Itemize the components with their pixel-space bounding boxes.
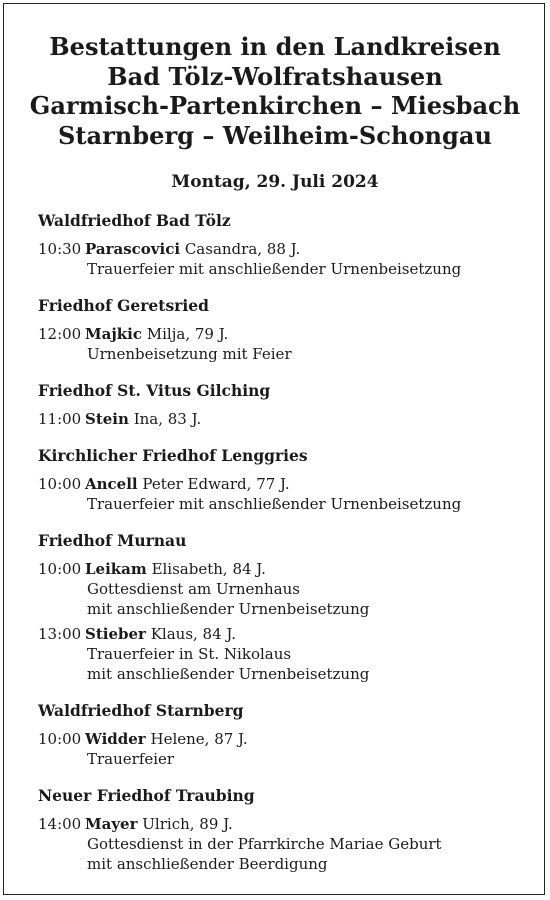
entry-time: 10:30	[38, 240, 82, 258]
entry-detail: Trauerfeier	[87, 750, 175, 768]
entry-line	[38, 324, 538, 344]
cemetery-section	[38, 786, 538, 874]
funeral-entry	[38, 409, 538, 429]
entry-time: 14:00	[38, 815, 82, 833]
entry-detail: mit anschließender Urnenbeisetzung	[87, 600, 370, 618]
funeral-entry	[38, 729, 538, 769]
entry-surname: Stieber	[85, 625, 146, 643]
funeral-entry	[38, 559, 538, 619]
entry-line	[38, 409, 538, 429]
entry-time: 10:00	[38, 730, 82, 748]
cemetery-name: Waldfriedhof Bad Tölz	[38, 211, 231, 230]
cemetery-name: Waldfriedhof Starnberg	[38, 701, 244, 720]
entry-line	[38, 474, 538, 494]
entry-detail: Trauerfeier mit anschließender Urnenbeisetzung	[87, 260, 462, 278]
entry-surname: Stein	[85, 410, 129, 428]
funeral-entry	[38, 814, 538, 874]
funeral-listing	[38, 211, 538, 891]
entry-time: 10:00	[38, 560, 82, 578]
entry-surname: Parascovici	[85, 240, 181, 258]
entry-given-name-age: Elisabeth, 84 J.	[151, 560, 266, 578]
entry-surname: Leikam	[85, 560, 147, 578]
entry-detail: Gottesdienst in der Pfarrkirche Mariae Geburt	[87, 835, 442, 853]
entry-given-name-age: Peter Edward, 77 J.	[142, 475, 290, 493]
cemetery-name: Friedhof Murnau	[38, 531, 187, 550]
entry-surname: Widder	[85, 730, 146, 748]
entry-surname: Ancell	[85, 475, 138, 493]
entry-detail: Trauerfeier in St. Nikolaus	[87, 645, 292, 663]
entry-line	[38, 729, 538, 749]
entry-detail: Gottesdienst am Urnenhaus	[87, 580, 300, 598]
cemetery-section	[38, 701, 538, 769]
entry-detail: mit anschließender Urnenbeisetzung	[87, 665, 370, 683]
title-line: Bad Tölz-Wolfratshausen	[107, 61, 443, 91]
title-line: Bestattungen in den Landkreisen	[49, 32, 501, 61]
entry-given-name-age: Milja, 79 J.	[146, 325, 229, 343]
entry-time: 10:00	[38, 475, 82, 493]
funeral-entry	[38, 474, 538, 514]
entry-time: 13:00	[38, 625, 82, 643]
funeral-entry	[38, 624, 538, 684]
cemetery-section	[38, 381, 538, 429]
entry-given-name-age: Helene, 87 J.	[150, 730, 248, 748]
funeral-entry	[38, 239, 538, 279]
entry-time: 12:00	[38, 325, 82, 343]
cemetery-name: Friedhof Geretsried	[38, 296, 209, 315]
entry-detail: Trauerfeier mit anschließender Urnenbeisetzung	[87, 495, 462, 513]
cemetery-name: Kirchlicher Friedhof Lenggries	[38, 446, 308, 465]
cemetery-section	[38, 296, 538, 364]
entry-line	[38, 814, 538, 834]
cemetery-name: Neuer Friedhof Traubing	[38, 786, 255, 805]
cemetery-section	[38, 446, 538, 514]
page-title	[0, 32, 550, 150]
entry-detail: Urnenbeisetzung mit Feier	[87, 345, 292, 363]
funeral-entry	[38, 324, 538, 364]
entry-line	[38, 624, 538, 644]
entry-line	[38, 559, 538, 579]
cemetery-name: Friedhof St. Vitus Gilching	[38, 381, 271, 400]
entry-given-name-age: Klaus, 84 J.	[150, 625, 237, 643]
cemetery-section	[38, 531, 538, 684]
entry-surname: Majkic	[85, 325, 142, 343]
cemetery-section	[38, 211, 538, 279]
entry-given-name-age: Casandra, 88 J.	[184, 240, 301, 258]
entry-surname: Mayer	[85, 815, 138, 833]
entry-given-name-age: Ulrich, 89 J.	[142, 815, 233, 833]
entry-time: 11:00	[38, 410, 82, 428]
title-line: Garmisch-Partenkirchen – Miesbach	[29, 91, 521, 120]
date-heading: Montag, 29. Juli 2024	[171, 172, 379, 192]
entry-detail: mit anschließender Beerdigung	[87, 855, 328, 873]
entry-line	[38, 239, 538, 259]
title-line: Starnberg – Weilheim-Schongau	[58, 120, 492, 150]
entry-given-name-age: Ina, 83 J.	[133, 410, 202, 428]
